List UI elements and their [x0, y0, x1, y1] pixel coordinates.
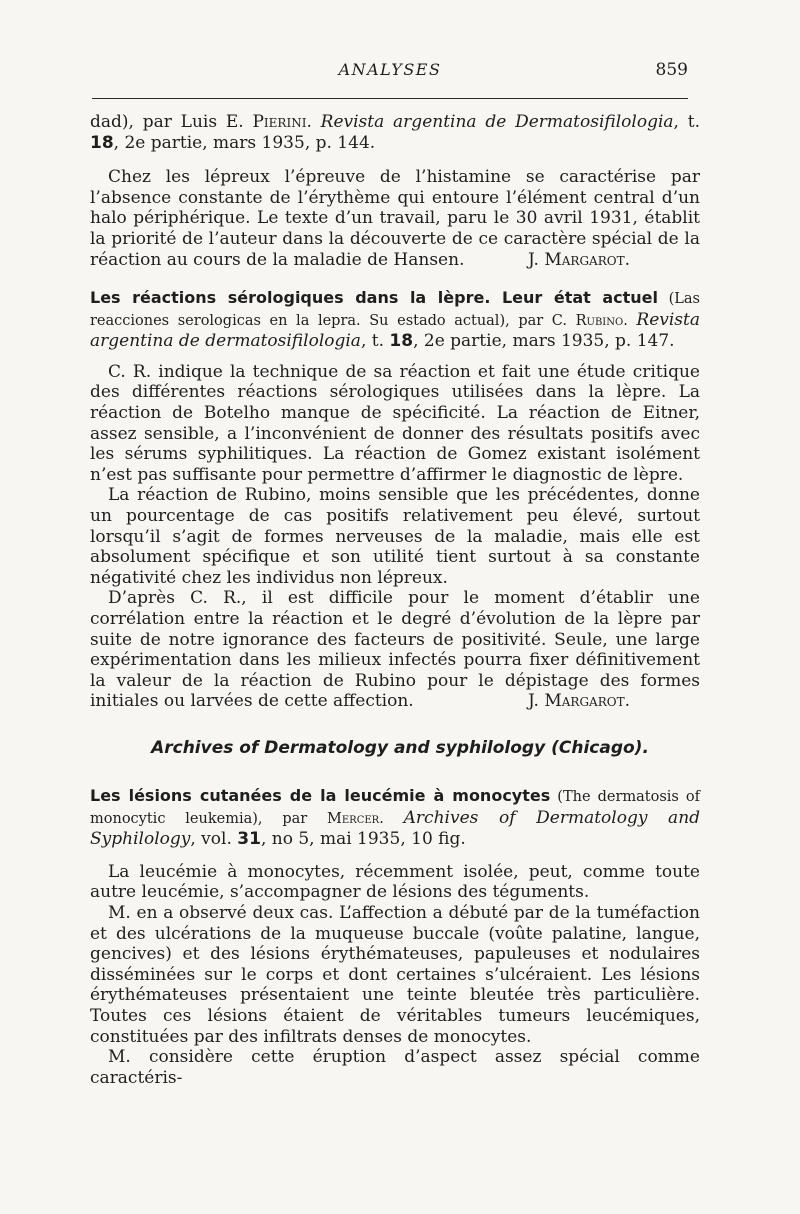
article-3	[90, 786, 700, 1088]
article-3-author: Mercer	[327, 810, 380, 827]
ref-text: , t.	[360, 331, 390, 352]
subtitle-text: (Las reacciones serologicas en la lepra. Su estado actual), par C.	[90, 291, 700, 329]
header-rule	[92, 98, 688, 99]
body-text: Chez les lépreux l’épreuve de l’histamine se caractérise par l’absence constante de l’érythème qui entoure l’élément central d’un halo périphérique. Le texte d’un travail, paru le 30 avril 1931, établit la priorité de l’auteur dans la découverte de ce caractère spécial de la réaction au cours de la maladie de Hansen.	[90, 167, 700, 270]
article-3-volume: 31	[237, 829, 261, 850]
article-2-header	[90, 288, 700, 352]
section-heading: Archives of Dermatology and syphilology (Chicago).	[151, 738, 649, 758]
ref-text: , t.	[673, 112, 700, 132]
article-2-journal: Revista argentina de dermatosifilologia	[90, 309, 700, 352]
article-2-volume: 18	[389, 331, 414, 352]
article-1	[90, 112, 700, 270]
ref-text: .	[306, 112, 321, 132]
article-3-para-3: M. considère cette éruption d’aspect assez spécial comme caractéris-	[90, 1047, 700, 1088]
page-number: 859	[655, 60, 688, 80]
article-2-author: Rubino	[575, 312, 624, 329]
ref-text: , 2e partie, mars 1935, p. 147.	[413, 331, 675, 352]
subtitle-text: .	[623, 312, 637, 329]
running-head	[92, 58, 688, 86]
ref-author: Pierini	[252, 112, 307, 132]
article-3-header	[90, 786, 700, 850]
body-text: D’après C. R., il est difficile pour le moment d’établir une corrélation entre la réaction et le degré d’évolution de la lèpre par suite de notre ignorance des facteurs de positivité. Seule, une large expérimentation dans les milieux infectés pourra fixer définitivement la valeur de la réaction de Rubino pour le dépistage des formes initiales ou larvées de cette affection.	[90, 588, 700, 712]
article-2-para-1: C. R. indique la technique de sa réaction et fait une étude critique des différentes réactions sérologiques utilisées dans la lèpre. La réaction de Botelho manque de spécificité. La réaction de Eitner, assez sensible, a l’inconvénient de donner des résultats positifs avec les sérums syphilitiques. La réaction de Gomez existant isolément n’est pas suffisante pour permettre d’affirmer le diagnostic de lèpre.	[90, 361, 700, 485]
article-3-journal: Archives of Dermatology and Syphilology	[90, 807, 701, 850]
article-1-reference	[90, 112, 700, 153]
running-head-title: ANALYSES	[338, 60, 442, 79]
article-2-para-3	[90, 588, 700, 712]
article-2	[90, 288, 700, 712]
subtitle-text: .	[379, 810, 404, 827]
article-3-title: Les lésions cutanées de la leucémie à monocytes	[90, 786, 551, 805]
ref-text: , 2e partie, mars 1935, p. 144.	[113, 132, 376, 153]
article-2-signature: J. Margarot.	[528, 691, 630, 712]
article-2-para-2: La réaction de Rubino, moins sensible que les précédentes, donne un pourcentage de cas positifs relativement peu élevé, surtout lorsqu’il s’agit de formes nerveuses de la maladie, mais elle est absolument spécifique et son utilité tient surtout à sa constante négativité chez les individus non lépreux.	[90, 485, 700, 588]
ref-text: dad), par Luis E.	[90, 112, 253, 132]
article-3-para-1: La leucémie à monocytes, récemment isolée, peut, comme toute autre leucémie, s’accompagner de lésions des téguments.	[90, 861, 700, 903]
ref-journal: Revista argentina de Dermatosifilologia	[320, 112, 674, 132]
ref-text: , no 5, mai 1935, 10 fig.	[260, 829, 466, 850]
article-3-para-2: M. en a observé deux cas. L’affection a débuté par de la tuméfaction et des ulcérations de la muqueuse buccale (voûte palatine, langue, gencives) et des lésions érythémateuses, papuleuses et nodulaires disséminées sur le corps et dont certaines s’ulcéraient. Les lésions érythémateuses présentaient une teinte bleutée très particulière. Toutes ces lésions étaient de véritables tumeurs leucémiques, constituées par des infiltrats denses de monocytes.	[90, 902, 700, 1047]
article-1-signature: J. Margarot.	[528, 249, 630, 270]
subtitle-text: (The dermatosis of monocytic leukemia), par	[90, 789, 700, 827]
ref-text: , vol.	[190, 829, 238, 850]
article-2-title: Les réactions sérologiques dans la lèpre. Leur état actuel	[90, 288, 659, 307]
ref-volume: 18	[90, 132, 114, 153]
article-1-body	[90, 167, 700, 270]
